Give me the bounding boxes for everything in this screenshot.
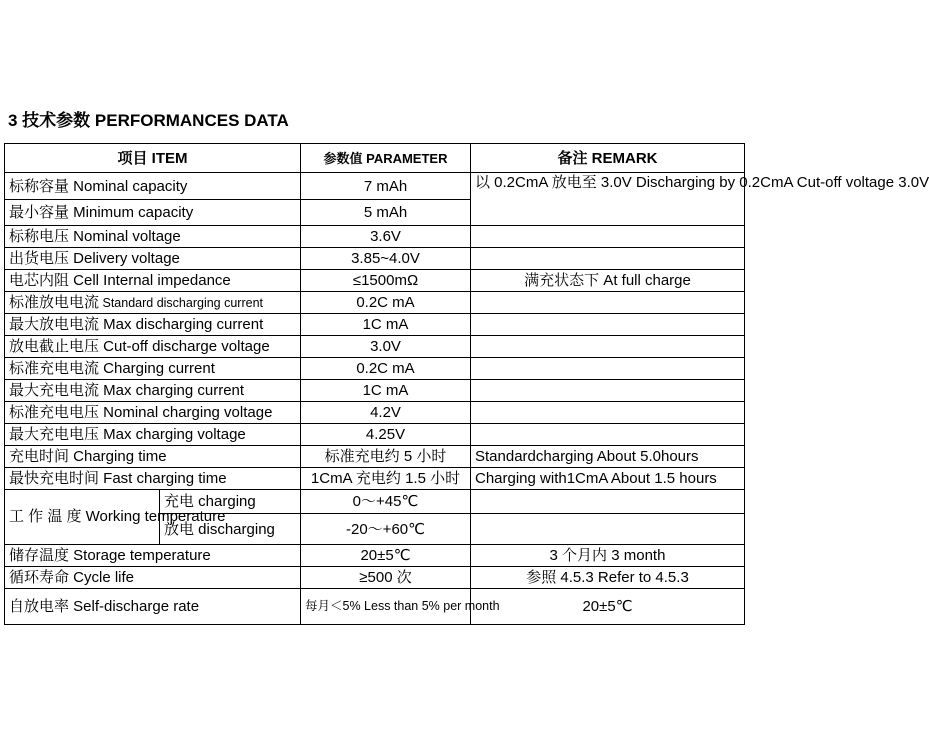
value-cell: 1CmA 充电约 1.5 小时 — [301, 468, 471, 490]
sub-item-cell: 放电 discharging — [160, 514, 301, 545]
section-title: 3 技术参数 PERFORMANCES DATA — [8, 111, 289, 130]
value-cell: 每月＜5% Less than 5% per month — [301, 589, 471, 625]
value-cell: 0.2C mA — [301, 358, 471, 380]
remark-cell: 20±5℃ — [471, 589, 745, 625]
table-row — [5, 336, 745, 358]
item-cell: 储存温度 Storage temperature — [5, 545, 301, 567]
sub-item-cell: 充电 charging — [160, 490, 301, 514]
table-row — [5, 402, 745, 424]
working-temperature-label: 工 作 温 度 Working temperature — [5, 490, 160, 545]
remark-cell — [471, 226, 745, 248]
item-cell: 标准充电电压 Nominal charging voltage — [5, 402, 301, 424]
table-row — [5, 468, 745, 490]
item-cell: 标称电压 Nominal voltage — [5, 226, 301, 248]
item-cell: 标准充电电流 Charging current — [5, 358, 301, 380]
remark-cell — [471, 292, 745, 314]
item-cell: 自放电率 Self-discharge rate — [5, 589, 301, 625]
remark-cell — [471, 424, 745, 446]
remark-cell: 满充状态下 At full charge — [471, 270, 745, 292]
table-row — [5, 567, 745, 589]
table-row — [5, 270, 745, 292]
table-row — [5, 490, 745, 514]
remark-cell: 参照 4.5.3 Refer to 4.5.3 — [471, 567, 745, 589]
value-cell: 3.85~4.0V — [301, 248, 471, 270]
value-cell: 3.6V — [301, 226, 471, 248]
item-cell: 最大充电电压 Max charging voltage — [5, 424, 301, 446]
item-en-label: Standard discharging current — [99, 295, 263, 310]
header-remark: 备注 REMARK — [471, 144, 745, 173]
table-row — [5, 380, 745, 402]
table-row — [5, 589, 745, 625]
capacity-remark-cell: 以 0.2CmA 放电至 3.0V Discharging by 0.2CmA Cut-off voltage 3.0V — [471, 173, 745, 226]
item-cell: 电芯内阻 Cell Internal impedance — [5, 270, 301, 292]
table-row — [5, 358, 745, 380]
value-cell: -20～+60℃ — [301, 514, 471, 545]
remark-cell: 3 个月内 3 month — [471, 545, 745, 567]
value-cell: 1C mA — [301, 380, 471, 402]
remark-cell — [471, 514, 745, 545]
item-cn-label: 标准放电电流 — [9, 293, 100, 311]
value-cell: ≤1500mΩ — [301, 270, 471, 292]
remark-cell: Standardcharging About 5.0hours — [471, 446, 745, 468]
remark-cell — [471, 358, 745, 380]
remark-cell — [471, 314, 745, 336]
table-row — [5, 314, 745, 336]
table-row — [5, 545, 745, 567]
remark-cell — [471, 402, 745, 424]
table-row — [5, 424, 745, 446]
remark-cell: Charging with1CmA About 1.5 hours — [471, 468, 745, 490]
performance-table — [4, 143, 929, 625]
item-cell: 最小容量 Minimum capacity — [5, 200, 301, 226]
item-cell: 最大放电电流 Max discharging current — [5, 314, 301, 336]
header-parameter: 参数值 PARAMETER — [301, 144, 471, 173]
value-cell: 标准充电约 5 小时 — [301, 446, 471, 468]
table-header-row — [5, 144, 745, 173]
table-row — [5, 226, 745, 248]
table-row — [5, 248, 745, 270]
item-cell: 标称容量 Nominal capacity — [5, 173, 301, 200]
value-cell: 3.0V — [301, 336, 471, 358]
item-cell: 最快充电时间 Fast charging time — [5, 468, 301, 490]
remark-cell — [471, 380, 745, 402]
item-cell: 循环寿命 Cycle life — [5, 567, 301, 589]
value-cell: 4.2V — [301, 402, 471, 424]
value-cell: 1C mA — [301, 314, 471, 336]
table-row — [5, 292, 745, 314]
item-cell — [5, 292, 301, 314]
value-cell: 0～+45℃ — [301, 490, 471, 514]
remark-cell — [471, 248, 745, 270]
value-cell: 4.25V — [301, 424, 471, 446]
table-row — [5, 446, 745, 468]
value-cell: 20±5℃ — [301, 545, 471, 567]
remark-cell — [471, 490, 745, 514]
value-cell: 5 mAh — [301, 200, 471, 226]
item-cell: 放电截止电压 Cut-off discharge voltage — [5, 336, 301, 358]
item-cell: 充电时间 Charging time — [5, 446, 301, 468]
value-cell: 0.2C mA — [301, 292, 471, 314]
item-cell: 出货电压 Delivery voltage — [5, 248, 301, 270]
value-cell: 7 mAh — [301, 173, 471, 200]
value-cell: ≥500 次 — [301, 567, 471, 589]
header-item: 项目 ITEM — [5, 144, 301, 173]
remark-cell — [471, 336, 745, 358]
table-row — [5, 173, 745, 200]
item-cell: 最大充电电流 Max charging current — [5, 380, 301, 402]
